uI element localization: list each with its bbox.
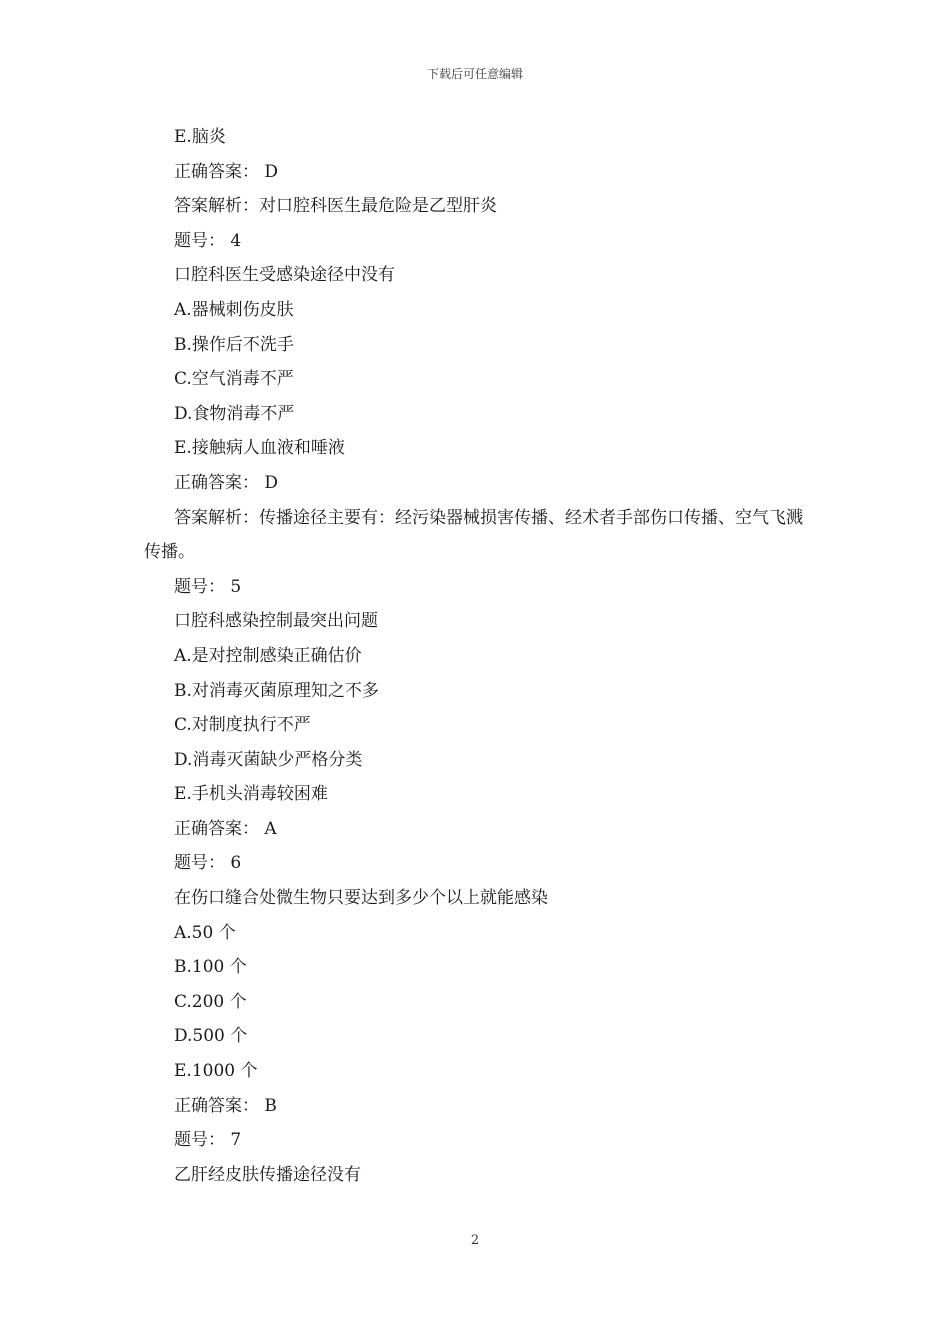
option-e-line: E.接触病人血液和唾液	[174, 438, 345, 459]
question-text-line: 在伤口缝合处微生物只要达到多少个以上就能感染	[174, 888, 548, 909]
option-a-line: A.器械刺伤皮肤	[174, 299, 294, 320]
option-b-line: B.100 个	[174, 957, 247, 978]
option-e-line: E.脑炎	[174, 127, 226, 147]
page-number: 2	[470, 1233, 480, 1248]
document-body	[144, 120, 809, 1192]
correct-answer-line: 正确答案： D	[174, 472, 279, 493]
option-a-line: A.50 个	[174, 922, 236, 943]
question-number-line: 题号： 4	[174, 230, 242, 251]
correct-answer-line: 正确答案： B	[174, 1095, 277, 1116]
option-b-line: B.对消毒灭菌原理知之不多	[174, 680, 379, 701]
option-c-line: C.200 个	[174, 991, 247, 1012]
option-b-line: B.操作后不洗手	[174, 334, 294, 355]
page-header: 下载后可任意编辑	[426, 67, 523, 81]
question-text-line: 口腔科感染控制最突出问题	[174, 611, 378, 632]
correct-answer-line: 正确答案： D	[174, 161, 279, 182]
option-c-line: C.空气消毒不严	[174, 369, 294, 390]
option-d-line: D.消毒灭菌缺少严格分类	[174, 749, 363, 770]
question-text-line: 乙肝经皮肤传播途径没有	[174, 1164, 361, 1185]
correct-answer-line: 正确答案： A	[174, 818, 277, 839]
question-text-line: 口腔科医生受感染途径中没有	[174, 265, 395, 286]
option-c-line: C.对制度执行不严	[174, 715, 311, 736]
question-number-line: 题号： 7	[174, 1130, 242, 1151]
answer-explanation-paragraph: 答案解析：传播途径主要有：经污染器械损害传播、经术者手部伤口传播、空气飞溅传播。	[144, 507, 803, 563]
answer-explanation-line: 答案解析：对口腔科医生最危险是乙型肝炎	[174, 196, 497, 217]
option-a-line: A.是对控制感染正确估价	[174, 645, 362, 666]
question-number-line: 题号： 5	[174, 576, 242, 597]
option-d-line: D.500 个	[174, 1026, 248, 1047]
question-number-line: 题号： 6	[174, 853, 242, 874]
option-e-line: E.手机头消毒较困难	[174, 784, 328, 805]
option-e-line: E.1000 个	[174, 1061, 258, 1082]
option-d-line: D.食物消毒不严	[174, 403, 295, 424]
